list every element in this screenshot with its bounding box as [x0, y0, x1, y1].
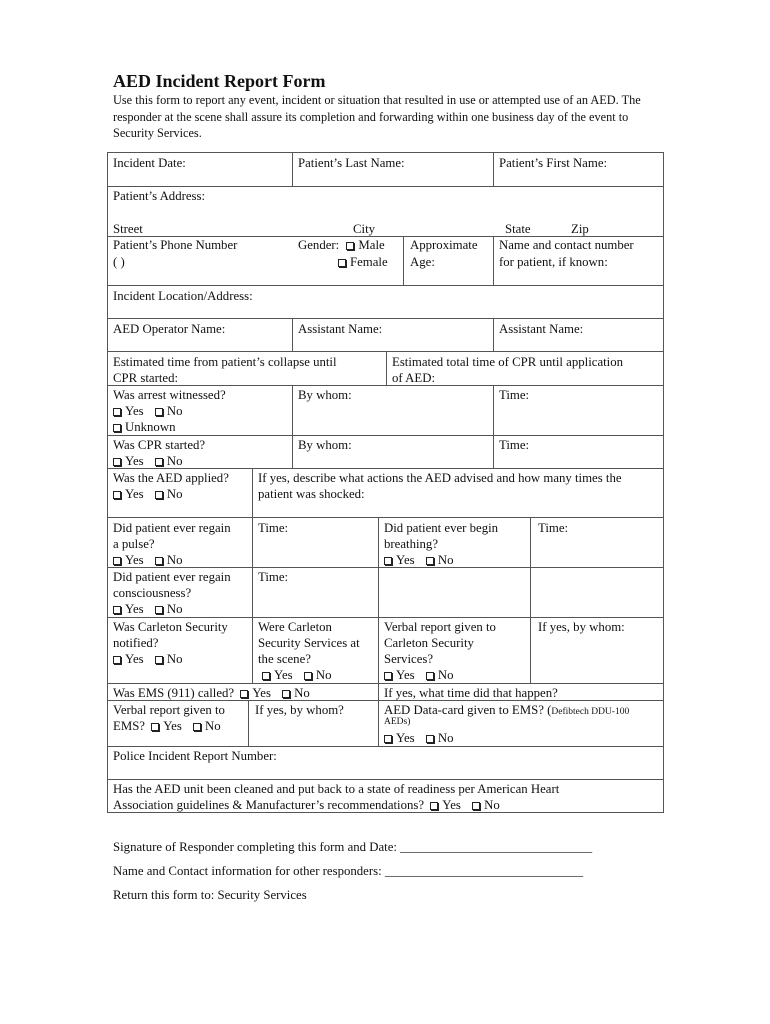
- arrest-witnessed-options: [113, 403, 182, 420]
- approx-age-label-2: Age:: [410, 255, 435, 269]
- yes-label: Yes: [252, 686, 271, 700]
- no-label: No: [166, 487, 183, 501]
- no-label: No: [166, 454, 183, 468]
- regain-consc-label: Did patient ever regain: [113, 570, 231, 584]
- table-rule: [252, 468, 253, 683]
- arrest-unknown-checkbox[interactable]: [113, 424, 121, 432]
- datacard-row: [384, 702, 629, 721]
- datacard-no-checkbox[interactable]: [426, 735, 434, 743]
- street-label: Street: [113, 222, 143, 236]
- yes-label: Yes: [396, 731, 415, 745]
- table-rule: [378, 683, 379, 746]
- consc-no-checkbox[interactable]: [155, 606, 163, 614]
- verbal-security-label: Verbal report given to: [384, 620, 496, 634]
- pulse-yes-checkbox[interactable]: [113, 557, 121, 565]
- verbal-security-label-2: Carleton Security: [384, 636, 474, 650]
- arrest-yes-checkbox[interactable]: [113, 408, 121, 416]
- regain-pulse-options: [113, 552, 182, 569]
- no-label: No: [166, 602, 183, 616]
- table-rule: [107, 435, 664, 436]
- table-rule: [292, 385, 293, 468]
- security-notified-no-checkbox[interactable]: [155, 656, 163, 664]
- security-scene-options: [262, 667, 331, 684]
- table-rule: [292, 318, 293, 351]
- police-report-label: Police Incident Report Number:: [113, 749, 277, 763]
- yes-label: Yes: [396, 668, 415, 682]
- security-scene-no-checkbox[interactable]: [304, 672, 312, 680]
- no-label: No: [437, 668, 454, 682]
- no-label: No: [437, 553, 454, 567]
- aed-advised-label-2: patient was shocked:: [258, 487, 365, 501]
- table-rule: [107, 617, 664, 618]
- pulse-no-checkbox[interactable]: [155, 557, 163, 565]
- by-whom-label-2: By whom:: [298, 438, 352, 452]
- ems-by-whom-label: If yes, by whom?: [255, 703, 344, 717]
- table-rule: [493, 318, 494, 351]
- no-label: No: [484, 798, 500, 812]
- form-title: AED Incident Report Form: [113, 71, 326, 91]
- gender-male-label: Male: [358, 238, 385, 252]
- cleaned-label-2: Association guidelines & Manufacturer’s recommendations?: [113, 798, 425, 812]
- verbal-ems-label-2: EMS?: [113, 719, 145, 733]
- regain-pulse-label-2: a pulse?: [113, 537, 155, 551]
- table-rule: [493, 236, 494, 285]
- yes-label: Yes: [125, 553, 144, 567]
- security-scene-label-3: the scene?: [258, 652, 311, 666]
- table-rule: [107, 517, 664, 518]
- table-rule: [107, 385, 664, 386]
- table-rule: [107, 779, 664, 780]
- security-scene-label: Were Carleton: [258, 620, 332, 634]
- no-label: No: [166, 652, 183, 666]
- table-rule: [493, 152, 494, 186]
- table-border-top: [107, 152, 664, 153]
- yes-label: Yes: [125, 652, 144, 666]
- no-label: No: [166, 553, 183, 567]
- verbal-security-label-3: Services?: [384, 652, 434, 666]
- by-whom-label: By whom:: [298, 388, 352, 402]
- assistant-name-label: Assistant Name:: [298, 322, 383, 336]
- yes-label: Yes: [163, 719, 182, 733]
- est-collapse-label-2: CPR started:: [113, 371, 179, 385]
- table-rule: [530, 517, 531, 683]
- table-rule: [107, 318, 664, 319]
- table-rule: [107, 468, 664, 469]
- yes-label: Yes: [442, 798, 461, 812]
- breathing-yes-checkbox[interactable]: [384, 557, 392, 565]
- no-label: No: [315, 668, 332, 682]
- table-border-left: [107, 152, 108, 812]
- breathing-no-checkbox[interactable]: [426, 557, 434, 565]
- aed-applied-yes-checkbox[interactable]: [113, 491, 121, 499]
- verbal-ems-yes-checkbox[interactable]: [151, 723, 159, 731]
- ems-called-no-checkbox[interactable]: [282, 690, 290, 698]
- cleaned-row: [113, 797, 500, 814]
- security-notified-yes-checkbox[interactable]: [113, 656, 121, 664]
- begin-breathing-options: [384, 552, 453, 569]
- yes-label: Yes: [125, 602, 144, 616]
- ems-called-row: [113, 685, 310, 702]
- gender-female-checkbox[interactable]: [338, 259, 346, 267]
- arrest-witnessed-label: Was arrest witnessed?: [113, 388, 226, 402]
- time-label-5: Time:: [258, 570, 289, 584]
- patient-first-name-label: Patient’s First Name:: [499, 156, 608, 170]
- signature-line[interactable]: Signature of Responder completing this form and Date: ______________________________: [113, 840, 593, 854]
- gender-male-checkbox[interactable]: [346, 242, 354, 250]
- table-rule: [493, 385, 494, 468]
- aed-applied-label: Was the AED applied?: [113, 471, 229, 485]
- security-scene-label-2: Security Services at: [258, 636, 360, 650]
- time-label-4: Time:: [538, 521, 569, 535]
- if-yes-by-whom-label: If yes, by whom:: [538, 620, 625, 634]
- time-label-3: Time:: [258, 521, 289, 535]
- arrest-no-checkbox[interactable]: [155, 408, 163, 416]
- verbal-security-yes-checkbox[interactable]: [384, 672, 392, 680]
- cleaned-yes-checkbox[interactable]: [430, 802, 438, 810]
- yes-label: Yes: [125, 487, 144, 501]
- est-cpr-label: Estimated total time of CPR until application: [392, 355, 624, 369]
- yes-label: Yes: [274, 668, 293, 682]
- no-label: No: [294, 686, 310, 700]
- security-notified-options: [113, 651, 182, 668]
- consc-yes-checkbox[interactable]: [113, 606, 121, 614]
- cpr-started-label: Was CPR started?: [113, 438, 206, 452]
- verbal-security-no-checkbox[interactable]: [426, 672, 434, 680]
- gender-label: Gender:: [298, 238, 340, 252]
- unknown-label: Unknown: [125, 420, 176, 434]
- zip-label: Zip: [571, 222, 589, 236]
- yes-label: Yes: [125, 404, 144, 418]
- no-label: No: [166, 404, 183, 418]
- aed-advised-label: If yes, describe what actions the AED advised and how many times the: [258, 471, 622, 485]
- ems-called-label: Was EMS (911) called?: [113, 686, 235, 700]
- verbal-security-options: [384, 667, 453, 684]
- arrest-unknown-option: [113, 419, 175, 436]
- phone-number-label: Patient’s Phone Number: [113, 238, 238, 252]
- table-rule: [292, 152, 293, 186]
- security-notified-label: Was Carleton Security: [113, 620, 228, 634]
- patient-address-label: Patient’s Address:: [113, 189, 206, 203]
- table-rule: [107, 285, 664, 286]
- table-rule: [378, 517, 379, 683]
- assistant-name-label-2: Assistant Name:: [499, 322, 584, 336]
- begin-breathing-label-2: breathing?: [384, 537, 439, 551]
- verbal-ems-row: [113, 718, 221, 735]
- city-label: City: [353, 222, 376, 236]
- no-label: No: [437, 731, 454, 745]
- table-rule: [403, 236, 404, 285]
- verbal-ems-label: Verbal report given to: [113, 703, 225, 717]
- table-rule: [248, 700, 249, 746]
- cpr-started-options: [113, 453, 182, 470]
- phone-area-code: ( ): [113, 255, 125, 269]
- other-responders-line[interactable]: Name and Contact information for other responders: _______________________________: [113, 864, 584, 878]
- table-rule: [386, 351, 387, 385]
- time-label: Time:: [499, 388, 530, 402]
- yes-label: Yes: [396, 553, 415, 567]
- aed-operator-label: AED Operator Name:: [113, 322, 226, 336]
- no-label: No: [205, 719, 221, 733]
- datacard-label: AED Data-card given to EMS? (: [384, 703, 552, 717]
- cleaned-no-checkbox[interactable]: [472, 802, 480, 810]
- cpr-no-checkbox[interactable]: [155, 458, 163, 466]
- yes-label: Yes: [125, 454, 144, 468]
- what-time-label: If yes, what time did that happen?: [384, 686, 558, 700]
- gender-female-row: [338, 254, 388, 271]
- form-instructions: Use this form to report any event, incident or situation that resulted in use or attempted use of an AED. The responder at the scene shall assure its completion and forwarding within one business day of the event to Security Services.: [113, 93, 641, 140]
- state-label: State: [505, 222, 531, 236]
- table-border-right: [663, 152, 664, 812]
- aed-applied-options: [113, 486, 182, 503]
- datacard-device-label-2: AEDs): [384, 717, 411, 727]
- contact-label-2: for patient, if known:: [499, 255, 608, 269]
- security-scene-yes-checkbox[interactable]: [262, 672, 270, 680]
- security-notified-label-2: notified?: [113, 636, 159, 650]
- datacard-device-label: Defibtech DDU-100: [551, 707, 630, 717]
- begin-breathing-label: Did patient ever begin: [384, 521, 499, 535]
- aed-applied-no-checkbox[interactable]: [155, 491, 163, 499]
- cleaned-label: Has the AED unit been cleaned and put back to a state of readiness per American Heart: [113, 782, 560, 796]
- incident-date-label: Incident Date:: [113, 156, 186, 170]
- verbal-ems-no-checkbox[interactable]: [193, 723, 201, 731]
- table-rule: [107, 186, 664, 187]
- cpr-yes-checkbox[interactable]: [113, 458, 121, 466]
- gender-male-row: [298, 237, 385, 254]
- time-label-2: Time:: [499, 438, 530, 452]
- contact-label: Name and contact number: [499, 238, 634, 252]
- datacard-yes-checkbox[interactable]: [384, 735, 392, 743]
- patient-last-name-label: Patient’s Last Name:: [298, 156, 405, 170]
- approx-age-label: Approximate: [410, 238, 478, 252]
- regain-consc-label-2: consciousness?: [113, 586, 192, 600]
- incident-location-label: Incident Location/Address:: [113, 289, 253, 303]
- est-collapse-label: Estimated time from patient’s collapse until: [113, 355, 337, 369]
- datacard-options: [384, 730, 453, 747]
- regain-pulse-label: Did patient ever regain: [113, 521, 231, 535]
- return-to-text: Return this form to: Security Services: [113, 888, 307, 902]
- ems-called-yes-checkbox[interactable]: [240, 690, 248, 698]
- gender-female-label: Female: [350, 255, 388, 269]
- regain-consc-options: [113, 601, 182, 618]
- est-cpr-label-2: of AED:: [392, 371, 436, 385]
